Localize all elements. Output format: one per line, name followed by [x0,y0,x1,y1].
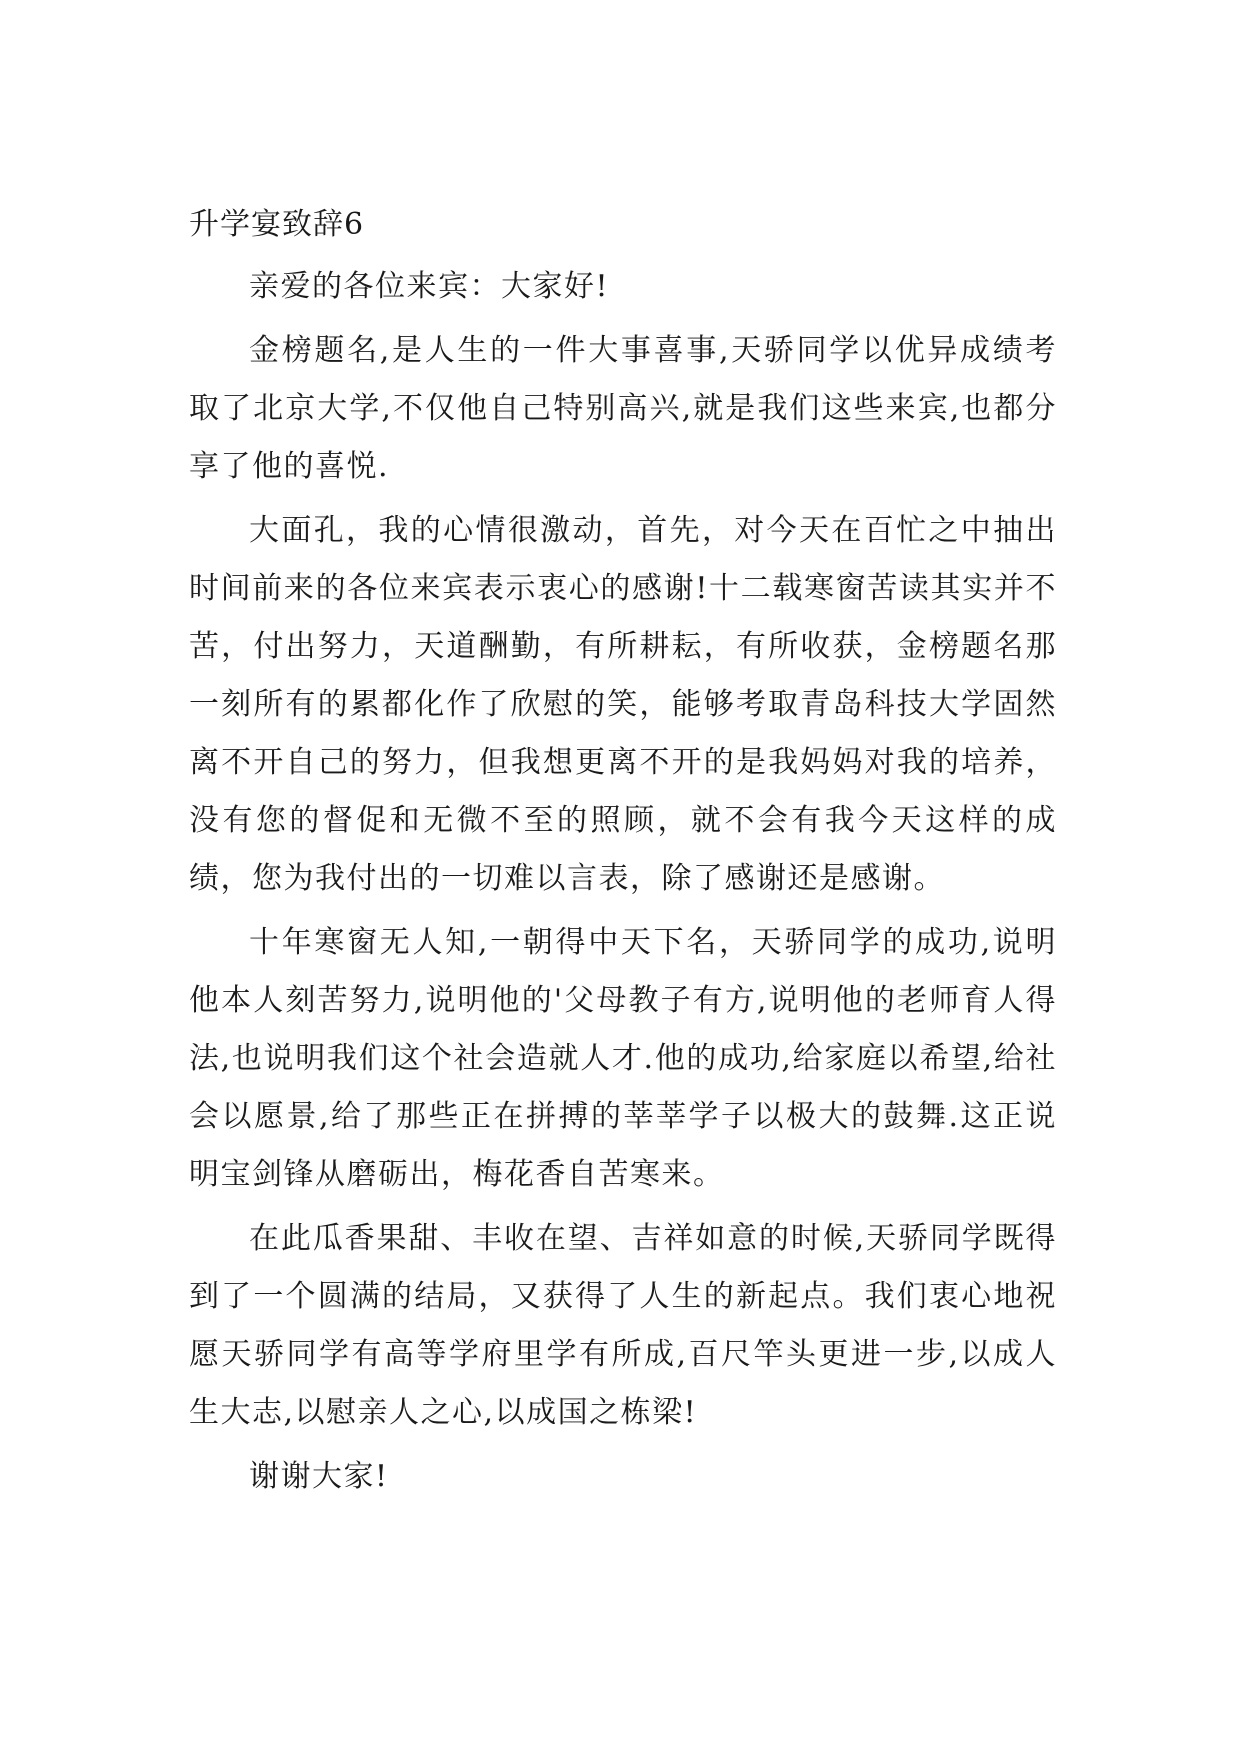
document-body [189,196,1057,1512]
paragraph-thanks: 大面孔，我的心情很激动，首先，对今天在百忙之中抽出时间前来的各位来宾表示衷心的感谢!十二载寒窗苦读其实并不苦，付出努力，天道酬勤，有所耕耘，有所收获，金榜题名那一刻所有的累都化作了欣慰的笑，能够考取青岛科技大学固然离不开自己的努力，但我想更离不开的是我妈妈对我的培养，没有您的督促和无微不至的照顾，就不会有我今天这样的成绩，您为我付出的一切难以言表，除了感谢还是感谢。 [189,513,1057,896]
paragraph-closing: 谢谢大家! [249,1459,389,1494]
document-title: 升学宴致辞6 [189,207,365,242]
paragraph-greeting: 亲爱的各位来宾：大家好! [249,269,610,304]
paragraph-success: 十年寒窗无人知,一朝得中天下名，天骄同学的成功,说明他本人刻苦努力,说明他的'父母教子有方,说明他的老师育人得法,也说明我们这个社会造就人才.他的成功,给家庭以希望,给社会以愿景,给了那些正在拼搏的莘莘学子以极大的鼓舞.这正说明宝剑锋从磨砺出，梅花香自苦寒来。 [189,925,1057,1192]
paragraph-wishes: 在此瓜香果甜、丰收在望、吉祥如意的时候,天骄同学既得到了一个圆满的结局，又获得了人生的新起点。我们衷心地祝愿天骄同学有高等学府里学有所成,百尺竿头更进一步,以成人生大志,以慰亲人之心,以成国之栋梁! [189,1221,1057,1430]
paragraph-congratulation: 金榜题名,是人生的一件大事喜事,天骄同学以优异成绩考取了北京大学,不仅他自己特别高兴,就是我们这些来宾,也都分享了他的喜悦. [189,333,1057,484]
